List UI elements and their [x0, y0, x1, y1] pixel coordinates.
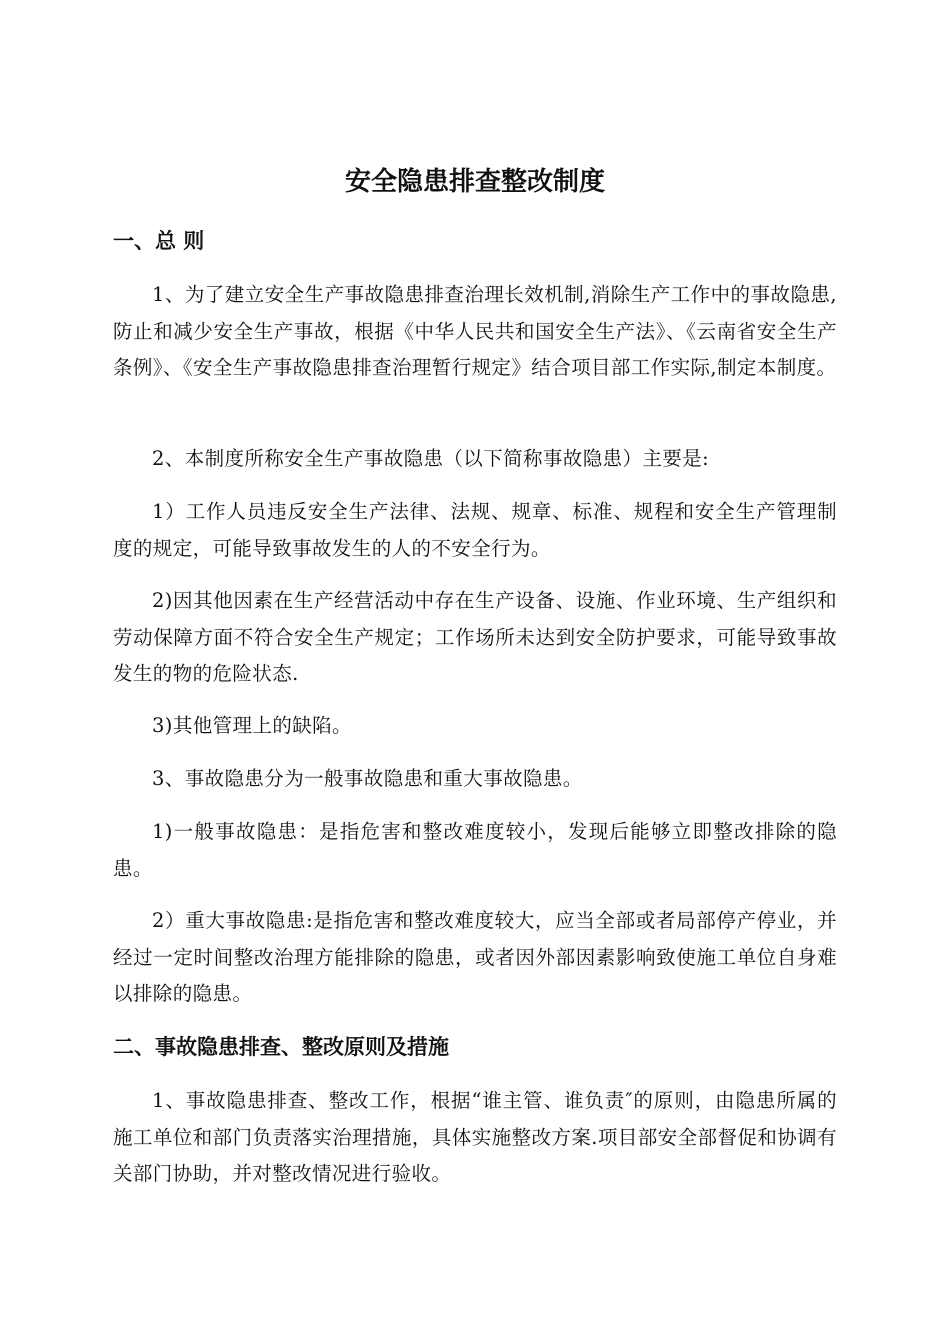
paragraph-item-1: 1）工作人员违反安全生产法律、法规、规章、标准、规程和安全生产管理制度的规定，可能导致事故发生的人的不安全行为。 — [113, 500, 837, 560]
paragraph-definition: 2、本制度所称安全生产事故隐患（以下简称事故隐患）主要是: — [152, 447, 710, 470]
section-heading-general: 一、总 则 — [113, 229, 205, 253]
paragraph-purpose: 1、为了建立安全生产事故隐患排查治理长效机制,消除生产工作中的事故隐患,防止和减少安全生产事故，根据《中华人民共和国安全生产法》、《云南省安全生产条例》、《安全生产事故隐患排查治理暂行规定》结合项目部工作实际,制定本制度。 — [113, 283, 837, 379]
paragraph-major-hazard: 2）重大事故隐患:是指危害和整改难度较大，应当全部或者局部停产停业，并经过一定时间整改治理方能排除的隐患，或者因外部因素影响致使施工单位自身难以排除的隐患。 — [113, 909, 837, 1005]
paragraph-item-3: 3)其他管理上的缺陷。 — [152, 714, 352, 737]
paragraph-classification: 3、事故隐患分为一般事故隐患和重大事故隐患。 — [152, 767, 583, 790]
paragraph-general-hazard: 1)一般事故隐患：是指危害和整改难度较小，发现后能够立即整改排除的隐患。 — [113, 820, 837, 880]
document-title: 安全隐患排查整改制度 — [344, 167, 605, 197]
section-heading-principles: 二、事故隐患排查、整改原则及措施 — [113, 1035, 449, 1059]
paragraph-principle-1: 1、事故隐患排查、整改工作，根据“谁主管、谁负责″的原则，由隐患所属的施工单位和部门负责落实治理措施，具体实施整改方案.项目部安全部督促和协调有关部门协助，并对整改情况进行验收。 — [113, 1089, 837, 1185]
paragraph-item-2: 2)因其他因素在生产经营活动中存在生产设备、设施、作业环境、生产组织和劳动保障方面不符合安全生产规定；工作场所未达到安全防护要求，可能导致事故发生的物的危险状态. — [113, 589, 837, 685]
